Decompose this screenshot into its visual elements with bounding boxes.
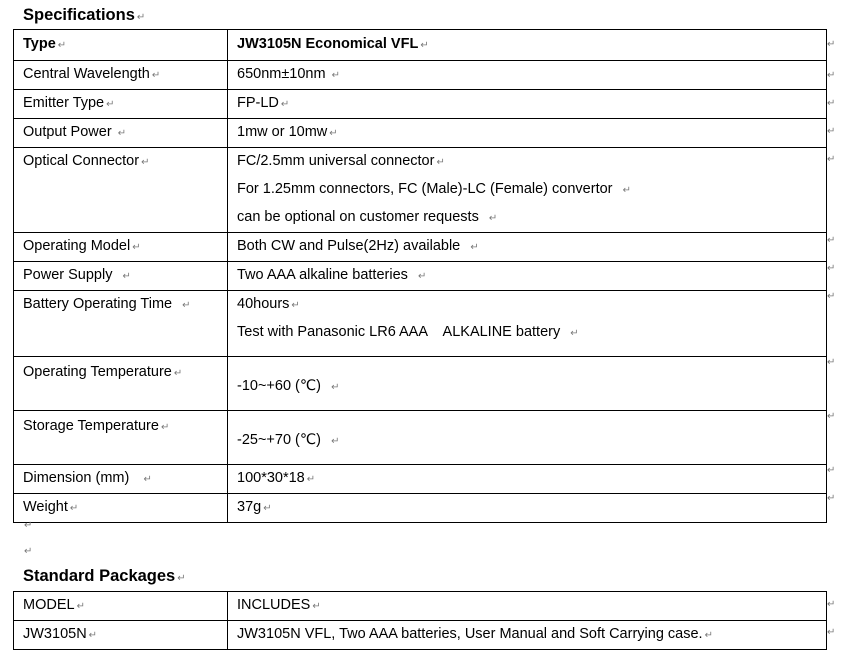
spec-label: Storage Temperature [23, 418, 159, 434]
row-end-mark-icon: ↵ [827, 465, 836, 476]
paragraph-mark-icon: ↵ [151, 70, 161, 81]
packages-header-includes: INCLUDES [237, 597, 311, 613]
spec-value: 100*30*18 [237, 470, 305, 486]
spec-label-cell [14, 61, 228, 90]
spec-value-line [237, 148, 817, 176]
spec-label: Battery Operating Time [23, 296, 173, 312]
spec-value: Two AAA alkaline batteries [237, 267, 408, 283]
paragraph-mark-icon: ↵ [173, 368, 183, 379]
row-end-mark-icon: ↵ [827, 235, 836, 246]
spec-label: Operating Temperature [23, 364, 172, 380]
packages-header-row [14, 592, 827, 621]
packages-model: JW3105N [23, 626, 87, 642]
spec-value: FP-LD [237, 95, 279, 111]
row-end-mark-icon: ↵ [827, 154, 836, 165]
spec-label-cell [14, 119, 228, 148]
row-end-mark-icon: ↵ [827, 411, 836, 422]
packages-header-model: MODEL [23, 597, 75, 613]
paragraph-mark-icon: ↵ [470, 242, 479, 253]
spec-label: Dimension (mm) [23, 470, 130, 486]
paragraph-mark-icon: ↵ [263, 503, 272, 514]
spec-label-cell [14, 90, 228, 119]
spec-label-cell [14, 357, 228, 411]
paragraph-mark-icon: ↵ [436, 157, 445, 168]
packages-header-includes-cell [228, 592, 827, 621]
spec-value-line [237, 176, 817, 204]
spec-label: Output Power [23, 124, 112, 140]
spec-value-cell [228, 262, 827, 291]
spec-value: 1mw or 10mw [237, 124, 328, 140]
paragraph-mark-icon: ↵ [704, 630, 713, 641]
paragraph-mark-icon: ↵ [24, 546, 33, 557]
paragraph-mark-icon: ↵ [182, 300, 191, 311]
packages-model-cell [14, 621, 228, 650]
spec-row-emitter-type [14, 90, 827, 119]
spec-label-cell [14, 494, 228, 523]
spec-row-weight [14, 494, 827, 523]
packages-header-model-cell [14, 592, 228, 621]
paragraph-mark-icon: ↵ [24, 520, 33, 531]
paragraph-mark-icon: ↵ [136, 12, 146, 23]
spec-value-cell [228, 291, 827, 357]
spec-row-dimension [14, 465, 827, 494]
spec-label: Type [23, 36, 56, 52]
spec-row-power-supply [14, 262, 827, 291]
paragraph-mark-icon: ↵ [570, 328, 579, 339]
row-end-mark-icon: ↵ [827, 126, 836, 137]
paragraph-mark-icon: ↵ [57, 40, 67, 51]
specifications-heading-text: Specifications [23, 6, 135, 24]
paragraph-mark-icon: ↵ [143, 474, 152, 485]
spec-value-cell [228, 465, 827, 494]
spec-value-cell [228, 90, 827, 119]
spec-label-cell [14, 30, 228, 61]
standard-packages-heading [23, 567, 186, 586]
spec-label: Optical Connector [23, 153, 140, 169]
spec-value: 650nm±10nm [237, 66, 326, 82]
specifications-table [13, 29, 827, 523]
spec-value: JW3105N Economical VFL [237, 36, 419, 52]
spec-value: For 1.25mm connectors, FC (Male)-LC (Female) convertor [237, 181, 613, 197]
spec-label: Emitter Type [23, 95, 105, 111]
row-end-mark-icon: ↵ [827, 70, 836, 81]
row-end-mark-icon: ↵ [827, 98, 836, 109]
row-end-mark-icon: ↵ [827, 263, 836, 274]
paragraph-mark-icon: ↵ [291, 300, 300, 311]
packages-includes-cell [228, 621, 827, 650]
spec-value-cell [228, 30, 827, 61]
paragraph-mark-icon: ↵ [69, 503, 79, 514]
spec-value: Test with Panasonic LR6 AAA ALKALINE battery [237, 324, 561, 340]
spec-label-cell [14, 233, 228, 262]
paragraph-mark-icon: ↵ [88, 630, 98, 641]
packages-row [14, 621, 827, 650]
spec-value-line [237, 204, 817, 232]
spec-value-cell [228, 119, 827, 148]
paragraph-mark-icon: ↵ [132, 242, 141, 253]
paragraph-mark-icon: ↵ [331, 435, 340, 447]
paragraph-mark-icon: ↵ [417, 271, 427, 282]
paragraph-mark-icon: ↵ [306, 474, 316, 485]
paragraph-mark-icon: ↵ [76, 601, 85, 612]
spec-value: 37g [237, 499, 262, 515]
standard-packages-table [13, 591, 827, 650]
paragraph-mark-icon: ↵ [622, 185, 631, 196]
paragraph-mark-icon: ↵ [329, 128, 338, 139]
paragraph-mark-icon: ↵ [420, 40, 429, 51]
paragraph-mark-icon: ↵ [331, 381, 340, 393]
spec-label-cell [14, 291, 228, 357]
row-end-mark-icon: ↵ [827, 39, 836, 50]
paragraph-mark-icon: ↵ [488, 213, 498, 224]
row-end-mark-icon: ↵ [827, 291, 836, 302]
spec-label-cell [14, 411, 228, 465]
spec-label: Weight [23, 499, 68, 515]
spec-row-type [14, 30, 827, 61]
spec-value: -10~+60 (℃) [237, 377, 321, 394]
paragraph-mark-icon: ↵ [117, 128, 127, 139]
spec-value-line [237, 319, 817, 347]
spec-value-cell [228, 494, 827, 523]
spec-value-cell [228, 357, 827, 411]
paragraph-mark-icon: ↵ [331, 70, 340, 81]
spec-label-cell [14, 465, 228, 494]
spec-row-battery-operating-time [14, 291, 827, 357]
spec-row-optical-connector [14, 148, 827, 233]
row-end-mark-icon: ↵ [827, 357, 836, 368]
row-end-mark-icon: ↵ [827, 493, 836, 504]
spec-value: -25~+70 (℃) [237, 431, 321, 448]
spec-row-output-power [14, 119, 827, 148]
paragraph-mark-icon: ↵ [312, 601, 321, 612]
specifications-heading [23, 6, 145, 25]
packages-includes: JW3105N VFL, Two AAA batteries, User Manual and Soft Carrying case. [237, 626, 703, 642]
spec-label-cell [14, 262, 228, 291]
spec-label: Operating Model [23, 238, 131, 254]
paragraph-mark-icon: ↵ [106, 99, 115, 110]
spec-label-cell [14, 148, 228, 233]
paragraph-mark-icon: ↵ [177, 573, 186, 584]
spec-value: can be optional on customer requests [237, 209, 479, 225]
spec-value: 40hours [237, 296, 290, 312]
spec-value-cell [228, 148, 827, 233]
spec-value-cell [228, 411, 827, 465]
spec-label: Central Wavelength [23, 66, 150, 82]
spec-value: FC/2.5mm universal connector [237, 153, 435, 169]
spec-row-operating-model [14, 233, 827, 262]
paragraph-mark-icon: ↵ [141, 157, 150, 168]
paragraph-mark-icon: ↵ [122, 271, 131, 282]
spec-row-storage-temperature [14, 411, 827, 465]
spec-value-line [237, 291, 817, 319]
row-end-mark-icon: ↵ [827, 627, 836, 638]
spec-label: Power Supply [23, 267, 113, 283]
row-end-mark-icon: ↵ [827, 599, 836, 610]
paragraph-mark-icon: ↵ [280, 99, 290, 110]
standard-packages-heading-text: Standard Packages [23, 567, 176, 585]
spec-row-operating-temperature [14, 357, 827, 411]
spec-value-cell [228, 61, 827, 90]
spec-value-cell [228, 233, 827, 262]
paragraph-mark-icon: ↵ [160, 422, 170, 433]
spec-row-central-wavelength [14, 61, 827, 90]
spec-value: Both CW and Pulse(2Hz) available [237, 238, 461, 254]
